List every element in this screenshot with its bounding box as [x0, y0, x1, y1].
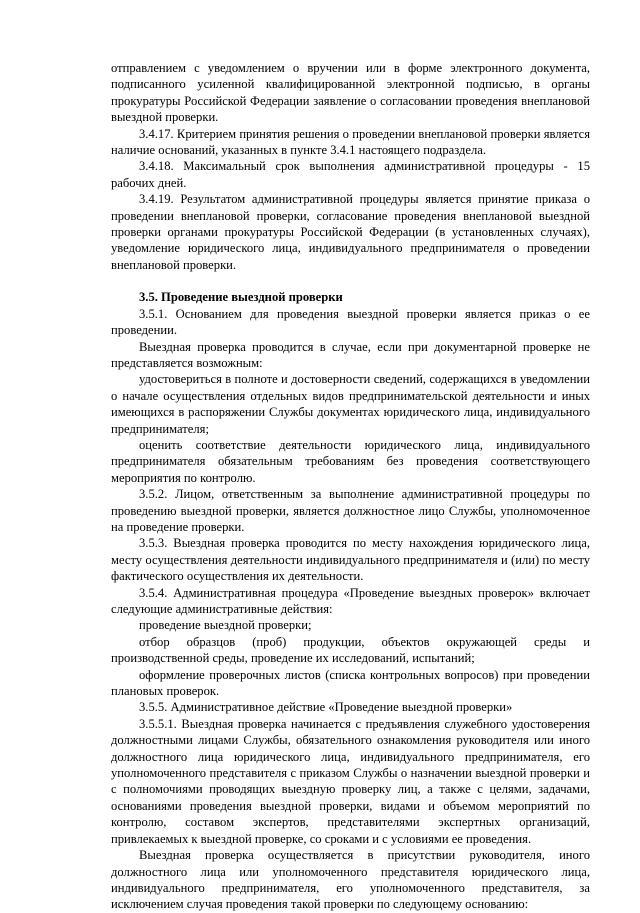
paragraph: 3.5.5.1. Выездная проверка начинается с предъявления служебного удостоверения должностными лицами Службы, обязательного ознакомления руководителя или иного должностного лица юридического лица, индивидуального предпринимателя, его уполномоченного представителя с приказом Службы о назначении выездной проверки и с полномочиями проводящих выездную проверку лиц, а также с целями, задачами, основаниями проведения выездной проверки, видами и объемом мероприятий по контролю, составом экспертов, представителями экспертных организаций, привлекаемых к выездной проверке, со сроками и с условиями ее проведения.	[111, 716, 590, 846]
paragraph: удостовериться в полноте и достоверности сведений, содержащихся в уведомлении о начале осуществления отдельных видов предпринимательской деятельности и иных имеющихся в распоряжении Службы документах юридического лица, индивидуального предпринимателя;	[111, 372, 590, 436]
paragraph: Выездная проверка проводится в случае, если при документарной проверке не представляется возможным:	[111, 339, 590, 370]
paragraph: 3.4.19. Результатом административной процедуры является принятие приказа о проведении внеплановой проверки, согласование проведения внеплановой выездной проверки органами прокуратуры Российской Федерации (в установленных случаях), уведомление юридического лица, индивидуального предпринимателя о проведении внеплановой проверки.	[111, 192, 590, 272]
paragraph: проведение выездной проверки;	[139, 618, 312, 633]
paragraph: Выездная проверка осуществляется в присутствии руководителя, иного должностного лица или уполномоченного представителя юридического лица, индивидуального предпринимателя, его уполномоченного представителя, за исключением случая проведения такой проверки по следующему основанию:	[111, 848, 590, 912]
paragraph: 3.5.3. Выездная проверка проводится по месту нахождения юридического лица, месту осуществления деятельности индивидуального предпринимателя и (или) по месту фактического осуществления их деятельности.	[111, 536, 590, 584]
paragraph: 3.5.5. Административное действие «Проведение выездной проверки»	[139, 700, 513, 715]
section-heading: 3.5. Проведение выездной проверки	[139, 290, 343, 305]
paragraph: 3.4.18. Максимальный срок выполнения административной процедуры - 15 рабочих дней.	[111, 159, 590, 190]
paragraph: 3.5.4. Административная процедура «Проведение выездных проверок» включает следующие административные действия:	[111, 585, 590, 616]
paragraph: оформление проверочных листов (списка контрольных вопросов) при проведении плановых проверок.	[111, 667, 590, 699]
paragraph: 3.5.1. Основанием для проведения выездной проверки является приказ о ее проведении.	[111, 306, 590, 338]
paragraph: отправлением с уведомлением о вручении или в форме электронного документа, подписанного усиленной квалифицированной электронной подписью, в органы прокуратуры Российской Федерации заявление о согласовании проведения внеплановой выездной проверки.	[111, 61, 590, 125]
document-body	[111, 60, 590, 913]
paragraph: оценить соответствие деятельности юридического лица, индивидуального предпринимателя обязательным требованиям без проведения соответствующего мероприятия по контролю.	[111, 437, 590, 485]
paragraph: отбор образцов (проб) продукции, объектов окружающей среды и производственной среды, проведение их исследований, испытаний;	[111, 634, 590, 666]
paragraph: 3.4.17. Критерием принятия решения о проведении внеплановой проверки является наличие оснований, указанных в пункте 3.4.1 настоящего подраздела.	[111, 126, 590, 158]
paragraph: 3.5.2. Лицом, ответственным за выполнение административной процедуры по проведению выездной проверки, является должностное лицо Службы, уполномоченное на проведение проверки.	[111, 487, 590, 534]
